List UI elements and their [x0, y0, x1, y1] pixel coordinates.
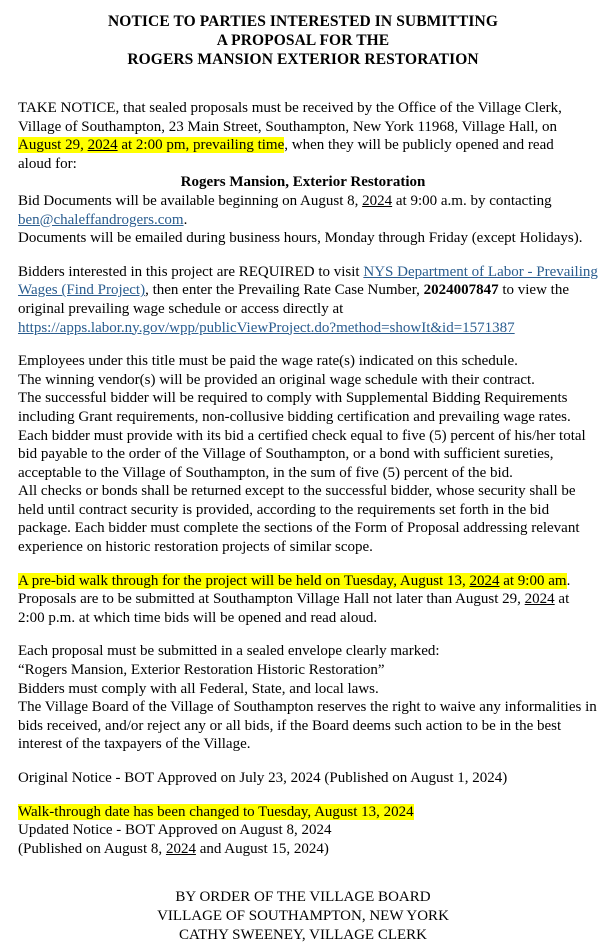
walkthrough-pre: A pre-bid walk through for the project will be held on Tuesday, August 13, [18, 572, 470, 589]
bid-docs-line-1 [18, 192, 588, 211]
footer-line-1: BY ORDER OF THE VILLAGE BOARD [175, 889, 431, 906]
spacer-before-updated-notice [18, 788, 588, 803]
footer-line-2: VILLAGE OF SOUTHAMPTON, NEW YORK [157, 907, 449, 924]
proposals-pre: Proposals are to be submitted at Southampton Village Hall not later than August 29, [18, 591, 525, 608]
spacer-before-requirements [18, 337, 588, 352]
spacer-before-walkthrough [18, 557, 588, 572]
requirements-line-3: The successful bidder will be required to comply with Supplemental Bidding Requirements [18, 390, 568, 407]
intro-line-3 [18, 136, 588, 155]
prevailing-line-2 [18, 281, 588, 300]
intro-line-2: Village of Southampton, 23 Main Street, Southampton, New York 11968, Village Hall, on [18, 118, 557, 135]
walkthrough-post: at 9:00 am [499, 572, 567, 589]
envelope-line-6: interest of the taxpayers of the Village. [18, 736, 251, 753]
requirements-line-2: The winning vendor(s) will be provided an original wage schedule with their contract. [18, 371, 535, 388]
bid-docs-post: at 9:00 a.m. by contacting [392, 192, 552, 209]
bid-docs-line-3: Documents will be emailed during business hours, Monday through Friday (except Holidays). [18, 230, 583, 247]
spacer-before-prevailing [18, 248, 588, 263]
walkthrough-line-1-rest: . [566, 572, 571, 589]
spacer-after-title [18, 69, 588, 99]
title-line-1: NOTICE TO PARTIES INTERESTED IN SUBMITTING [108, 13, 498, 30]
intro-paragraph [18, 99, 588, 173]
intro-deadline-post: at 2:00 pm, prevailing time [117, 137, 285, 154]
original-notice-line: Original Notice - BOT Approved on July 23, 2024 (Published on August 1, 2024) [18, 770, 508, 786]
requirements-paragraph [18, 352, 588, 557]
nys-dol-link-part-1[interactable]: NYS Department of Labor - Prevailing [363, 263, 598, 280]
original-notice-paragraph [18, 769, 588, 788]
prevailing-wage-url-link[interactable]: https://apps.labor.ny.gov/wpp/publicViewProject.do?method=showIt&id=1571387 [18, 319, 515, 336]
bid-docs-email-suffix: . [183, 211, 188, 228]
title-line-3: ROGERS MANSION EXTERIOR RESTORATION [127, 51, 479, 68]
envelope-line-1: Each proposal must be submitted in a sealed envelope clearly marked: [18, 643, 440, 660]
footer-line-3: CATHY SWEENEY, VILLAGE CLERK [178, 926, 428, 943]
proposals-post: at [554, 591, 570, 608]
published-pre: (Published on August 8, [18, 840, 166, 857]
document-title [18, 12, 588, 69]
project-heading: Rogers Mansion, Exterior Restoration [180, 174, 426, 191]
envelope-line-5: bids received, and/or reject any or all bids, if the Board deems such action to be in the best [18, 717, 562, 734]
prevailing-line-3: original prevailing wage schedule or access directly at [18, 300, 344, 317]
contact-email-link[interactable]: ben@chaleffandrogers.com [18, 211, 184, 228]
envelope-line-3: Bidders must comply with all Federal, State, and local laws. [18, 680, 379, 697]
walkthrough-change-highlight: Walk-through date has been changed to Tuesday, August 13, 2024 [18, 803, 414, 820]
walkthrough-year: 2024 [469, 572, 500, 589]
requirements-line-11: experience on historic restoration projects of similar scope. [18, 539, 373, 556]
published-year: 2024 [165, 840, 196, 857]
intro-line-4: aloud for: [18, 155, 77, 172]
published-post: and August 15, 2024) [195, 840, 329, 857]
envelope-line-2: “Rogers Mansion, Exterior Restoration Historic Restoration” [18, 662, 385, 679]
bid-documents-paragraph [18, 192, 588, 248]
requirements-line-6: bid payable to the order of the Village of Southampton, or a bond with sufficient sureties, [18, 446, 554, 463]
bid-docs-line-2 [18, 211, 588, 230]
updated-published-line [18, 840, 588, 859]
envelope-paragraph [18, 642, 597, 754]
prevailing-line-4 [18, 319, 588, 338]
prevailing-post: to view the [498, 282, 569, 299]
document-footer [18, 888, 588, 944]
walkthrough-paragraph [18, 572, 588, 628]
bid-docs-pre: Bid Documents will be available beginning on August 8, [18, 192, 363, 209]
spacer-before-original-notice [18, 754, 588, 769]
intro-deadline-pre: August 29, [18, 137, 88, 154]
updated-change-line [18, 803, 588, 822]
updated-notice-paragraph [18, 803, 588, 859]
updated-approved-line: Updated Notice - BOT Approved on August 8, 2024 [18, 822, 332, 839]
title-line-2: A PROPOSAL FOR THE [216, 32, 390, 49]
prevailing-wage-paragraph [18, 263, 598, 337]
intro-line-1: TAKE NOTICE, that sealed proposals must be received by the Office of the Village Clerk, [18, 100, 562, 116]
nys-dol-link-part-2[interactable]: Wages (Find Project) [18, 282, 146, 299]
walkthrough-line-2 [18, 590, 588, 609]
walkthrough-line-1 [18, 572, 588, 591]
prevailing-line-1 [18, 263, 598, 282]
walkthrough-highlight [18, 573, 567, 589]
intro-deadline-highlight [18, 137, 284, 153]
walkthrough-line-3: 2:00 p.m. at which time bids will be opened and read aloud. [18, 609, 378, 626]
requirements-line-9: held until contract security is provided, according to the requirements set forth in the bid [18, 501, 550, 518]
proposals-year: 2024 [524, 591, 555, 608]
spacer-before-envelope [18, 627, 588, 642]
requirements-line-7: acceptable to the Village of Southampton, in the sum of five (5) percent of the bid. [18, 464, 513, 481]
intro-deadline-year: 2024 [87, 137, 118, 154]
envelope-line-4: The Village Board of the Village of Southampton reserves the right to waive any informalities in [18, 699, 597, 716]
requirements-line-5: Each bidder must provide with its bid a certified check equal to five (5) percent of his/her total [18, 427, 586, 444]
intro-line-3-rest: , when they will be publicly opened and read [284, 137, 554, 154]
requirements-line-10: package. Each bidder must complete the sections of the Form of Proposal addressing relevant [18, 520, 580, 537]
spacer-before-footer [18, 858, 588, 888]
requirements-line-8: All checks or bonds shall be returned except to the successful bidder, whose security shall be [18, 483, 576, 500]
prevailing-mid: , then enter the Prevailing Rate Case Number, [145, 282, 424, 299]
requirements-line-4: including Grant requirements, non-collusive bidding certification and prevailing wage rates. [18, 408, 571, 425]
prevailing-rate-case-number: 2024007847 [423, 282, 499, 299]
requirements-line-1: Employees under this title must be paid the wage rate(s) indicated on this schedule. [18, 353, 518, 370]
prevailing-pre: Bidders interested in this project are REQUIRED to visit [18, 263, 364, 280]
bid-docs-year: 2024 [362, 192, 393, 209]
